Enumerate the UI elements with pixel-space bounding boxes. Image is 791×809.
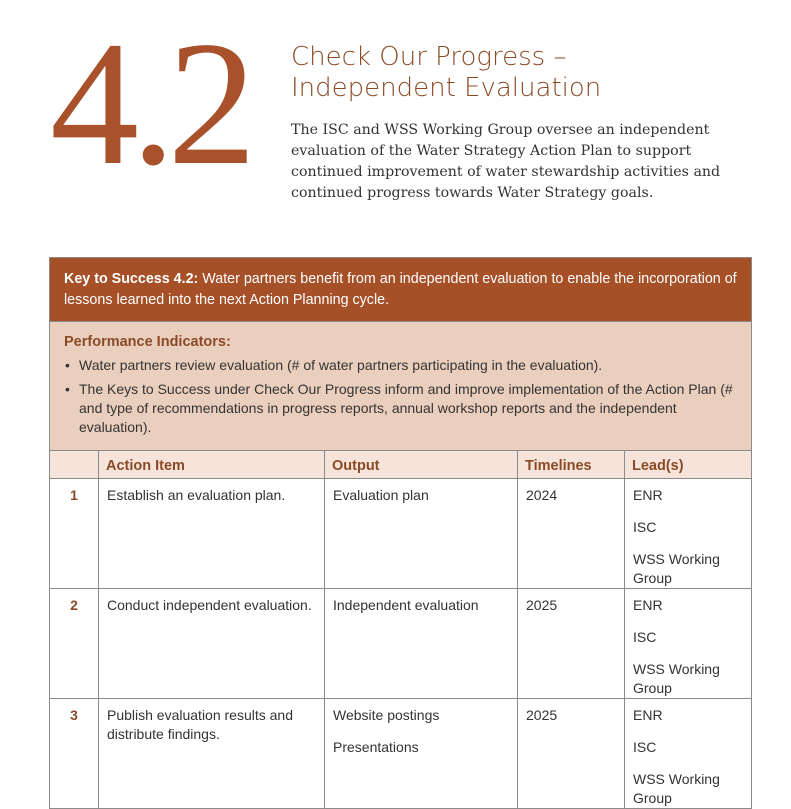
- row-action: Publish evaluation results and distribute findings.: [99, 699, 325, 809]
- row-action: Conduct independent evaluation.: [99, 589, 325, 699]
- lead-item: WSS Working Group: [633, 661, 720, 696]
- output-item: Website postings: [333, 707, 440, 723]
- row-leads: [625, 479, 752, 589]
- header-leads: Lead(s): [625, 451, 752, 479]
- row-timeline: 2025: [518, 589, 625, 699]
- performance-indicators: [50, 321, 751, 450]
- lead-item: WSS Working Group: [633, 551, 720, 586]
- row-timeline: 2025: [518, 699, 625, 809]
- row-timeline: 2024: [518, 479, 625, 589]
- section-number: 4.2: [50, 4, 249, 202]
- intro-paragraph: The ISC and WSS Working Group oversee an independent evaluation of the Water Strategy Action Plan to support continued improvement of water stewardship activities and continued progress towards Water Strategy goals.: [291, 122, 721, 201]
- header-timelines: Timelines: [518, 451, 625, 479]
- key-text: Water partners benefit from an independent evaluation to enable the incorporation of lessons learned into the next Action Planning cycle.: [64, 271, 737, 308]
- table-row: [50, 699, 751, 809]
- performance-item: • The Keys to Success under Check Our Progress inform and improve implementation of the Action Plan (# and type of recommendations in progress reports, annual workshop reports and the independent evaluation).: [64, 380, 737, 437]
- header-number: [50, 451, 99, 479]
- page-title-line2: Independent Evaluation: [291, 73, 602, 103]
- lead-item: ENR: [633, 597, 663, 613]
- row-action: Establish an evaluation plan.: [99, 479, 325, 589]
- lead-item: ISC: [633, 519, 657, 535]
- row-leads: [625, 699, 752, 809]
- row-output: [325, 699, 518, 809]
- output-item: Evaluation plan: [333, 487, 429, 503]
- lead-item: ENR: [633, 707, 663, 723]
- performance-title: Performance Indicators:: [64, 334, 231, 350]
- table-row: [50, 479, 751, 589]
- lead-item: ISC: [633, 739, 657, 755]
- row-leads: [625, 589, 752, 699]
- key-to-success: [50, 258, 751, 321]
- performance-list: [64, 356, 737, 437]
- key-to-success-box: [49, 257, 752, 809]
- page-title: [291, 42, 761, 104]
- lead-item: WSS Working Group: [633, 771, 720, 806]
- row-number: 1: [50, 479, 99, 589]
- table-header-row: [50, 451, 751, 479]
- lead-item: ISC: [633, 629, 657, 645]
- performance-item: • Water partners review evaluation (# of water partners participating in the evaluation).: [64, 356, 737, 375]
- header-output: Output: [325, 451, 518, 479]
- key-label: Key to Success 4.2:: [64, 271, 199, 287]
- lead-item: ENR: [633, 487, 663, 503]
- row-output: [325, 589, 518, 699]
- table-row: [50, 589, 751, 699]
- action-table: [50, 450, 751, 808]
- output-item: Presentations: [333, 739, 419, 755]
- row-output: [325, 479, 518, 589]
- page-title-line1: Check Our Progress –: [291, 42, 567, 72]
- header-action-item: Action Item: [99, 451, 325, 479]
- row-number: 2: [50, 589, 99, 699]
- output-item: Independent evaluation: [333, 597, 479, 613]
- row-number: 3: [50, 699, 99, 809]
